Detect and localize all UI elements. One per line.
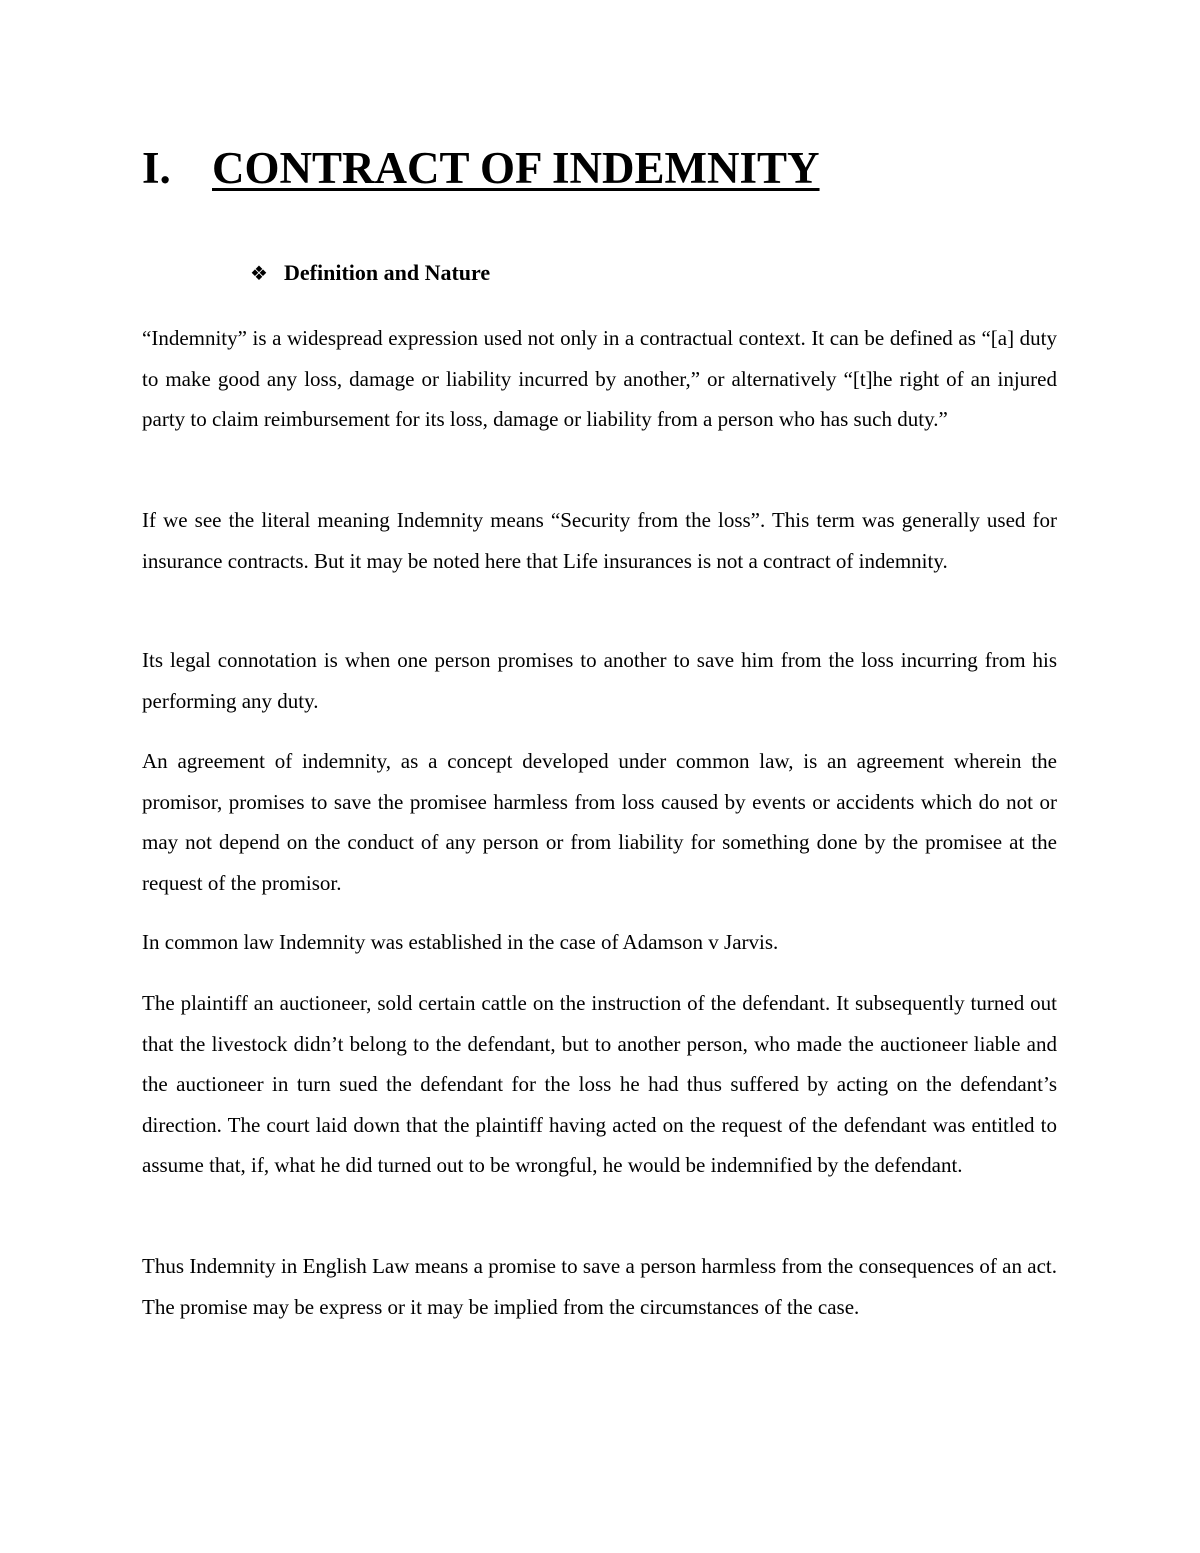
paragraph-definition: “Indemnity” is a widespread expression used not only in a contractual context. It can be defined as “[a] duty to make good any loss, damage or liability incurred by another,” or alternatively “[t]he right of an injured party to claim reimbursement for its loss, damage or liability from a person who has such duty.” [142,326,1057,431]
subsection-title: Definition and Nature [284,260,491,285]
section-heading [142,138,820,198]
section-title: CONTRACT OF INDEMNITY [212,143,820,193]
paragraph-case-facts: The plaintiff an auctioneer, sold certain cattle on the instruction of the defendant. It subsequently turned out that the livestock didn’t belong to the defendant, but to another person, who made the auctioneer liable and the auctioneer in turn sued the defendant for the loss he had thus suffered by acting on the defendant’s direction. The court laid down that the plaintiff having acted on the request of the defendant was entitled to assume that, if, what he did turned out to be wrongful, he would be indemnified by the defendant. [142,991,1057,1177]
paragraph-common-law-case: In common law Indemnity was established in the case of Adamson v Jarvis. [142,930,779,954]
paragraph-legal-connotation: Its legal connotation is when one person promises to another to save him from the loss incurring from his performing any duty. [142,648,1057,713]
subsection-heading [250,257,490,290]
paragraph-agreement-of-indemnity: An agreement of indemnity, as a concept developed under common law, is an agreement wherein the promisor, promises to save the promisee harmless from loss caused by events or accidents which do not or may not depend on the conduct of any person or from liability for something done by the promisee at the request of the promisor. [142,749,1057,895]
diamond-bullet-icon: ❖ [250,263,268,285]
paragraph-literal-meaning: If we see the literal meaning Indemnity means “Security from the loss”. This term was generally used for insurance contracts. But it may be noted here that Life insurances is not a contract of indemnity. [142,508,1057,573]
paragraph-english-law: Thus Indemnity in English Law means a promise to save a person harmless from the consequences of an act. The promise may be express or it may be implied from the circumstances of the case. [142,1254,1057,1319]
section-number: I. [142,143,171,193]
